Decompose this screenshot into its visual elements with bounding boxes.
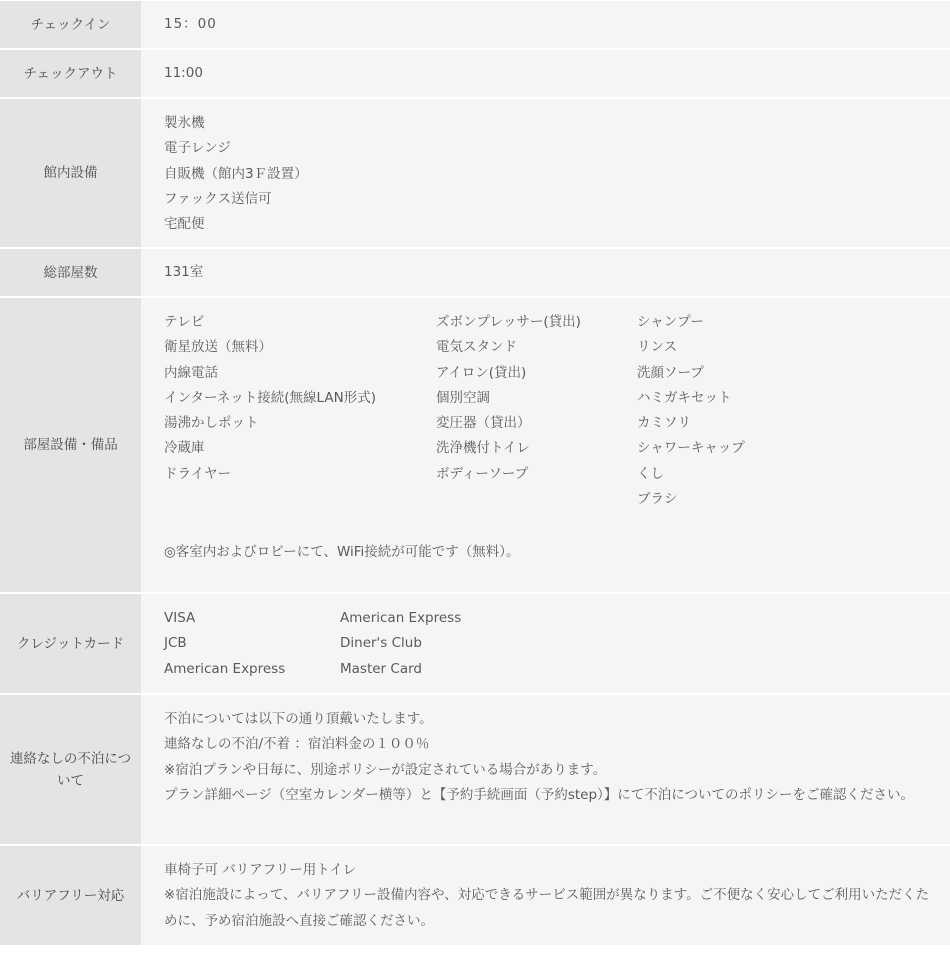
rooms-value: 131室 <box>164 264 204 280</box>
list-item: JCB <box>164 635 187 652</box>
amenities-column-2 <box>436 310 637 512</box>
row-barrier-free <box>0 846 950 947</box>
row-rooms <box>0 249 950 298</box>
list-item: アイロン(貸出) <box>436 364 527 381</box>
list-item: 湯沸かしポット <box>164 415 259 432</box>
checkout-label: チェックアウト <box>0 50 141 97</box>
policy-line: 不泊については以下の通り頂戴いたします。 <box>164 711 433 727</box>
credit-card-label: クレジットカード <box>0 594 141 693</box>
list-item: ファックス送信可 <box>164 190 272 207</box>
row-checkin <box>0 1 950 50</box>
amenities-cell <box>141 298 950 592</box>
list-item: 個別空調 <box>436 389 490 406</box>
list-item: 変圧器（貸出） <box>436 415 531 432</box>
credit-card-columns <box>164 606 950 682</box>
list-item: カミソリ <box>637 415 691 432</box>
checkin-value: 15：00 <box>164 16 217 32</box>
amenities-label: 部屋設備・備品 <box>0 298 141 592</box>
list-item: 洗顔ソープ <box>637 364 704 381</box>
list-item: 洗浄機付トイレ <box>436 440 530 457</box>
list-item: 衛星放送（無料） <box>164 339 272 356</box>
list-item: ボディーソープ <box>436 465 529 482</box>
list-item: 冷蔵庫 <box>164 440 205 457</box>
policy-line: 連絡なしの不泊/不着 ：宿泊料金の１００％ <box>164 736 430 753</box>
list-item: リンス <box>637 339 678 356</box>
list-item: 自販機（館内3Ｆ設置） <box>164 165 308 182</box>
list-item: シャンプー <box>637 314 704 330</box>
no-show-cell <box>141 695 950 844</box>
amenities-columns <box>164 310 950 512</box>
checkout-value: 11:00 <box>164 65 203 81</box>
amenities-column-1 <box>164 310 436 512</box>
credit-card-cell <box>141 594 950 693</box>
checkin-label: チェックイン <box>0 1 141 48</box>
row-facilities <box>0 99 950 249</box>
list-item: ブラシ <box>637 491 678 508</box>
barrier-free-line: 車椅子可 バリアフリー用トイレ <box>164 862 357 878</box>
row-checkout <box>0 50 950 99</box>
wifi-note: ◎客室内およびロビーにて、WiFi接続が可能です（無料）。 <box>164 544 520 561</box>
list-item: 電子レンジ <box>164 140 231 157</box>
credit-card-column-2 <box>340 606 461 682</box>
credit-card-column-1 <box>164 606 340 682</box>
list-item: American Express <box>340 610 462 626</box>
policy-line: プラン詳細ページ（空室カレンダー横等）と【予約手続画面（予約step）】にて不泊についてのポリシーをご確認ください。 <box>164 786 915 803</box>
row-amenities <box>0 298 950 594</box>
list-item: ドライヤー <box>164 465 232 482</box>
list-item: Diner's Club <box>340 635 422 652</box>
row-credit-card <box>0 594 950 695</box>
list-item: VISA <box>164 610 196 626</box>
list-item: くし <box>637 465 664 482</box>
amenities-column-3 <box>637 310 787 512</box>
list-item: シャワーキャップ <box>637 440 745 457</box>
list-item: 内線電話 <box>164 364 218 381</box>
list-item: 製氷機 <box>164 115 205 131</box>
list-item: ハミガキセット <box>637 389 732 406</box>
list-item: テレビ <box>164 314 205 330</box>
facilities-list <box>141 99 950 247</box>
list-item: Master Card <box>340 660 422 677</box>
row-no-show <box>0 695 950 846</box>
checkin-value-cell <box>141 1 950 48</box>
list-item: American Express <box>164 660 286 677</box>
rooms-value-cell <box>141 249 950 296</box>
barrier-free-label: バリアフリー対応 <box>0 846 141 945</box>
list-item: 宅配便 <box>164 216 205 233</box>
policy-line: ※宿泊プランや日毎に、別途ポリシーが設定されている場合があります。 <box>164 761 607 778</box>
barrier-free-cell <box>141 846 950 945</box>
barrier-free-line: ※宿泊施設によって、バリアフリー設備内容や、対応できるサービス範囲が異なります。ご不便なく安心してご利用いただくために、予め宿泊施設へ直接ご確認ください。 <box>164 887 930 929</box>
checkout-value-cell <box>141 50 950 97</box>
list-item: 電気スタンド <box>436 339 517 356</box>
no-show-label: 連絡なしの不泊について <box>0 695 141 844</box>
rooms-label: 総部屋数 <box>0 249 141 296</box>
list-item: インターネット接続(無線LAN形式) <box>164 389 376 406</box>
list-item: ズボンプレッサー(貸出) <box>436 314 581 330</box>
facilities-label: 館内設備 <box>0 99 141 247</box>
